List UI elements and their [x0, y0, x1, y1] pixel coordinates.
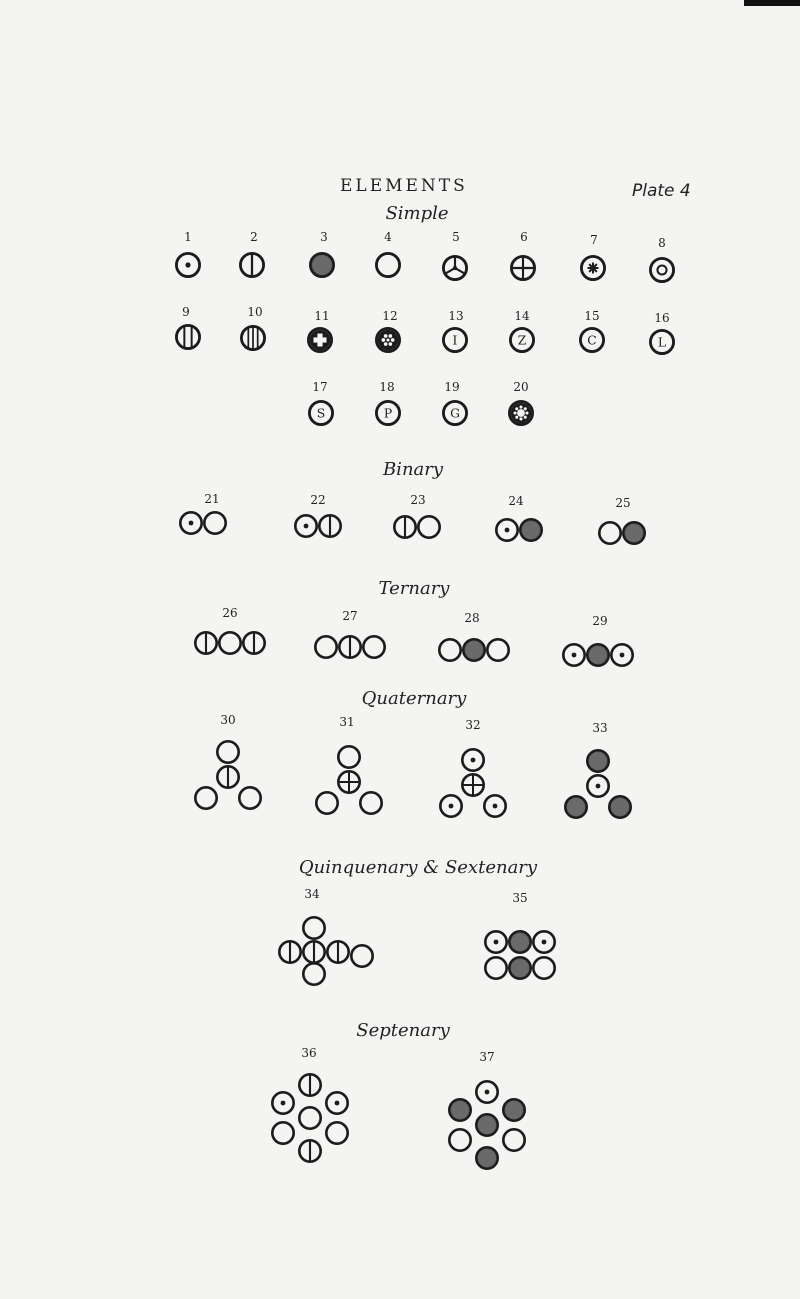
atom-plain [599, 522, 620, 543]
element-symbol-1 [172, 249, 204, 281]
atom-dot [484, 795, 505, 816]
element-number-22: 22 [310, 493, 326, 507]
atom-ring [650, 258, 673, 281]
element-symbol-14 [506, 324, 538, 356]
element-number-9: 9 [182, 305, 190, 319]
element-number-15: 15 [584, 309, 600, 323]
atom-vline3 [241, 326, 264, 349]
element-number-28: 28 [464, 611, 480, 625]
element-symbol-24 [492, 515, 546, 545]
atom-vline [394, 516, 415, 537]
atom-letter [443, 328, 466, 351]
element-symbol-9 [172, 321, 204, 353]
element-symbol-30 [191, 737, 265, 813]
element-symbol-36 [268, 1070, 352, 1166]
plate-number: Plate 4 [632, 181, 691, 201]
element-symbol-13 [439, 324, 471, 356]
element-symbol-16 [646, 326, 678, 358]
element-number-19: 19 [444, 380, 460, 394]
atom-dark [310, 253, 333, 276]
atom-cross [462, 774, 483, 795]
atom-vline [327, 941, 348, 962]
element-number-33: 33 [592, 721, 608, 735]
atom-star [581, 256, 604, 279]
element-symbol-17 [305, 397, 337, 429]
element-number-5: 5 [452, 230, 460, 244]
atom-letter: L [657, 335, 667, 350]
atom-letter [309, 401, 332, 424]
atom-plain [315, 636, 336, 657]
atom-plain [195, 787, 216, 808]
element-number-4: 4 [384, 230, 392, 244]
atom-plain [533, 957, 554, 978]
atom-letter: Z [517, 333, 527, 348]
atom-plain [363, 636, 384, 657]
atom-letter: S [316, 406, 326, 421]
atom-plus [308, 328, 331, 351]
element-number-18: 18 [379, 380, 395, 394]
element-number-21: 21 [204, 492, 220, 506]
element-number-34: 34 [304, 887, 320, 901]
atom-dark [476, 1114, 497, 1135]
section-quinquenary-sextenary: Quinquenary & Sextenary [298, 857, 538, 878]
atom-letter [376, 401, 399, 424]
atom-dot [176, 253, 199, 276]
atom-vline [243, 632, 264, 653]
atom-ypiece [443, 256, 466, 279]
element-number-35: 35 [512, 891, 528, 905]
atom-dot [295, 515, 316, 536]
plate-title: ELEMENTS [340, 176, 468, 196]
section-simple: Simple [385, 203, 449, 224]
atom-dot [496, 519, 517, 540]
element-number-23: 23 [410, 493, 426, 507]
atom-plain [326, 1122, 347, 1143]
atom-dark [463, 639, 484, 660]
atom-letter: G [450, 406, 460, 421]
atom-dot [476, 1081, 497, 1102]
element-symbol-37 [445, 1077, 529, 1173]
element-symbol-26 [191, 628, 269, 658]
element-number-20: 20 [513, 380, 529, 394]
element-symbol-2 [236, 249, 268, 281]
element-number-3: 3 [320, 230, 328, 244]
element-number-8: 8 [658, 236, 666, 250]
atom-letter: P [383, 406, 393, 421]
element-number-37: 37 [479, 1050, 495, 1064]
atom-plain [503, 1129, 524, 1150]
atom-dot [180, 512, 201, 533]
atom-dot [462, 749, 483, 770]
element-symbol-8 [646, 254, 678, 286]
atom-dark [587, 644, 608, 665]
element-symbol-7 [577, 252, 609, 284]
atom-plain [439, 639, 460, 660]
section-binary: Binary [382, 459, 444, 480]
atom-letter: I [452, 333, 458, 348]
atom-vline [299, 1074, 320, 1095]
atom-dark [509, 957, 530, 978]
atom-plain [487, 639, 508, 660]
atom-dark [476, 1147, 497, 1168]
atom-dark [623, 522, 644, 543]
atom-dark [587, 750, 608, 771]
atom-dark [520, 519, 541, 540]
atom-gear [509, 401, 532, 424]
element-symbol-6 [507, 252, 539, 284]
atom-dot [611, 644, 632, 665]
element-symbol-27 [311, 632, 389, 662]
atom-vline [303, 941, 324, 962]
atom-letter [443, 401, 466, 424]
element-number-2: 2 [250, 230, 258, 244]
element-number-24: 24 [508, 494, 524, 508]
element-symbol-21 [176, 508, 230, 538]
atom-plain [217, 741, 238, 762]
element-symbol-3 [306, 249, 338, 281]
element-number-25: 25 [615, 496, 631, 510]
page-corner-mark [744, 0, 800, 6]
element-number-12: 12 [382, 309, 398, 323]
atom-dot [326, 1092, 347, 1113]
element-number-13: 13 [448, 309, 464, 323]
atom-letter [650, 330, 673, 353]
atom-plain [485, 957, 506, 978]
atom-vline [319, 515, 340, 536]
element-symbol-18 [372, 397, 404, 429]
element-symbol-22 [291, 511, 345, 541]
element-number-7: 7 [590, 233, 598, 247]
element-number-32: 32 [465, 718, 481, 732]
element-symbol-10 [237, 322, 269, 354]
element-number-36: 36 [301, 1046, 317, 1060]
atom-cross [511, 256, 534, 279]
element-symbol-29 [559, 640, 637, 670]
section-quaternary: Quaternary [361, 688, 467, 709]
element-symbol-5 [439, 252, 471, 284]
atom-plain [219, 632, 240, 653]
atom-vline [339, 636, 360, 657]
atom-dot [272, 1092, 293, 1113]
atom-dark [449, 1099, 470, 1120]
element-number-17: 17 [312, 380, 328, 394]
element-symbol-34 [275, 913, 377, 989]
atom-vline [299, 1140, 320, 1161]
atom-plain [449, 1129, 470, 1150]
atom-vline [279, 941, 300, 962]
atom-dot [587, 775, 608, 796]
element-symbol-28 [435, 635, 513, 665]
element-symbol-33 [561, 746, 635, 822]
atom-plain [239, 787, 260, 808]
element-number-16: 16 [654, 311, 670, 325]
atom-vline [240, 253, 263, 276]
atom-dot [563, 644, 584, 665]
element-symbol-4 [372, 249, 404, 281]
element-symbol-11 [304, 324, 336, 356]
element-number-1: 1 [184, 230, 192, 244]
atom-plain [338, 746, 359, 767]
atom-plain [351, 945, 372, 966]
atom-letter [580, 328, 603, 351]
atom-dot [533, 931, 554, 952]
element-number-27: 27 [342, 609, 358, 623]
element-number-26: 26 [222, 606, 238, 620]
element-number-14: 14 [514, 309, 530, 323]
element-symbol-25 [595, 518, 649, 548]
atom-dark [503, 1099, 524, 1120]
atom-plain [299, 1107, 320, 1128]
atom-cross [338, 771, 359, 792]
element-number-31: 31 [339, 715, 355, 729]
element-number-10: 10 [247, 305, 263, 319]
atom-dot [440, 795, 461, 816]
element-number-30: 30 [220, 713, 236, 727]
section-septenary: Septenary [356, 1020, 450, 1041]
element-symbol-12 [372, 324, 404, 356]
section-ternary: Ternary [378, 578, 450, 599]
atom-dot [485, 931, 506, 952]
element-symbol-19 [439, 397, 471, 429]
atom-plain [303, 917, 324, 938]
element-symbol-35 [481, 927, 559, 983]
atom-dark [565, 796, 586, 817]
atom-vline [195, 632, 216, 653]
atom-letter: C [587, 333, 597, 348]
atom-plain [376, 253, 399, 276]
atom-plain [418, 516, 439, 537]
atom-plain [272, 1122, 293, 1143]
atom-dark [509, 931, 530, 952]
atom-plain [360, 792, 381, 813]
atom-plain [204, 512, 225, 533]
element-symbol-15 [576, 324, 608, 356]
element-number-29: 29 [592, 614, 608, 628]
element-symbol-20 [505, 397, 537, 429]
element-number-11: 11 [314, 309, 330, 323]
element-symbol-32 [436, 745, 510, 821]
atom-flower [376, 328, 399, 351]
atom-plain [316, 792, 337, 813]
atom-plain [303, 963, 324, 984]
element-number-6: 6 [520, 230, 528, 244]
atom-letter [510, 328, 533, 351]
atom-vline [217, 766, 238, 787]
atom-vline2 [176, 325, 199, 348]
atom-dark [609, 796, 630, 817]
element-symbol-31 [312, 742, 386, 818]
element-symbol-23 [390, 512, 444, 542]
